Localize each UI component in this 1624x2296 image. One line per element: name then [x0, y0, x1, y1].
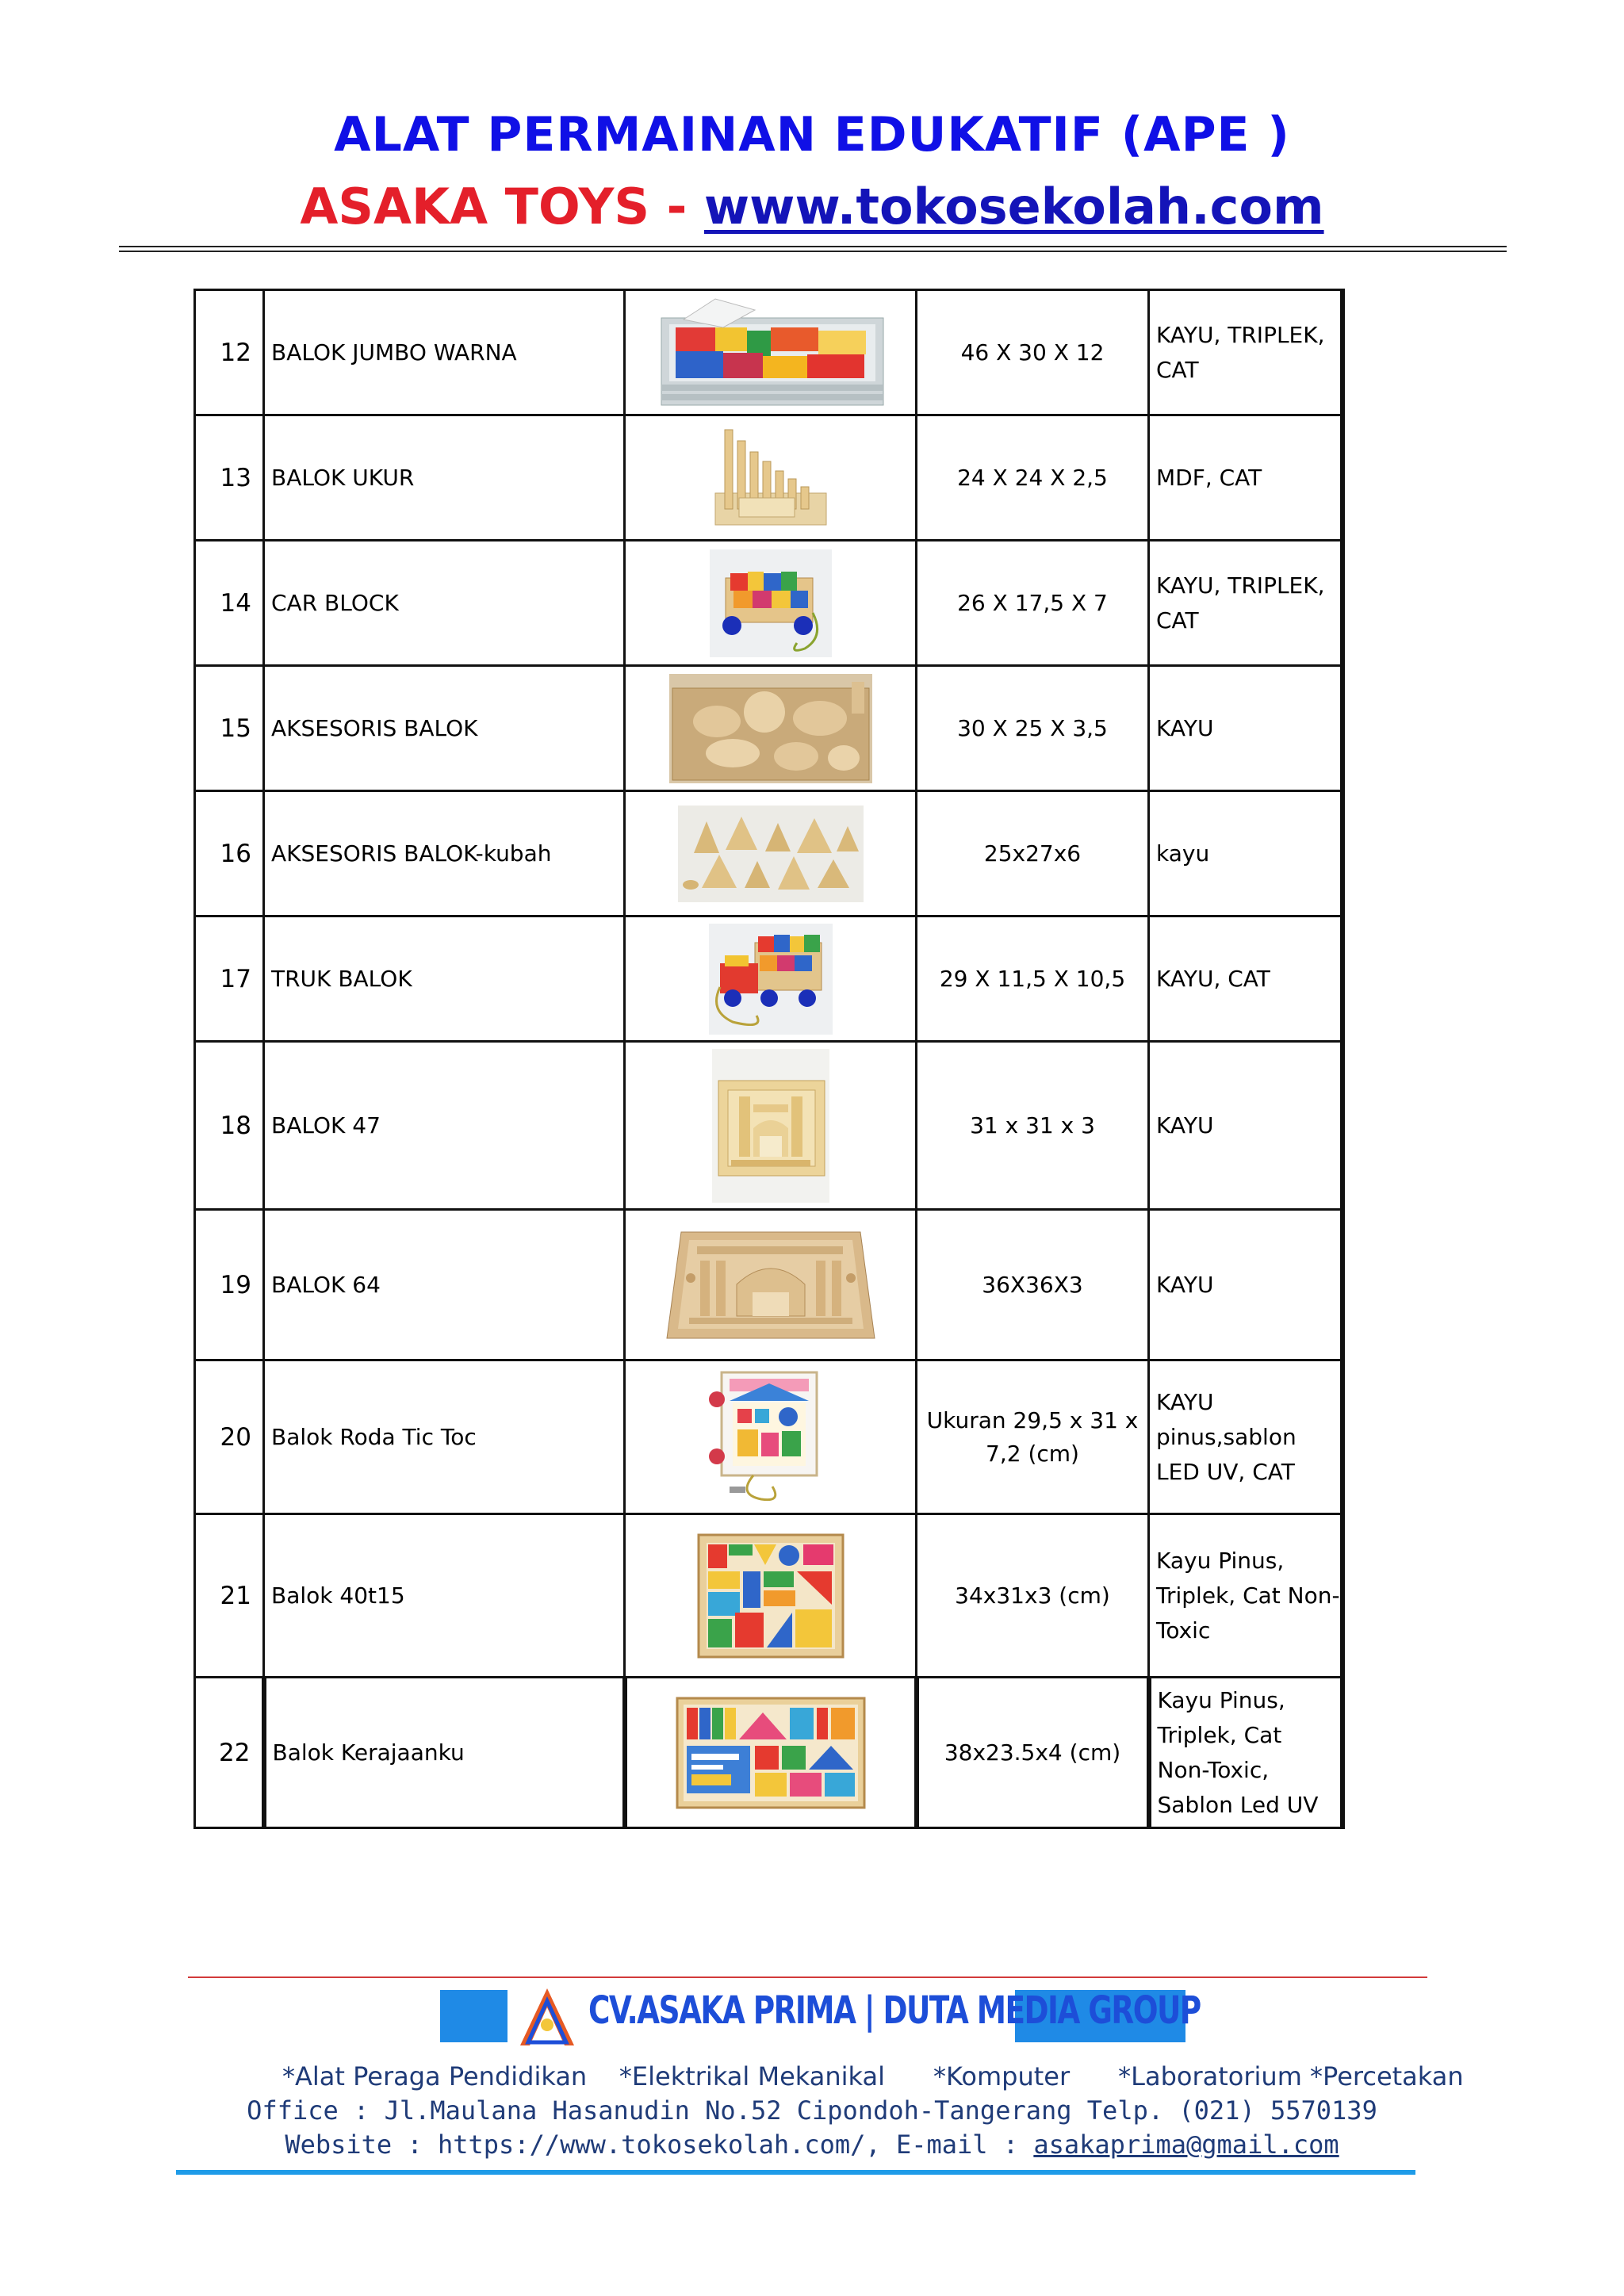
product-name: AKSESORIS BALOK-kubah	[264, 791, 625, 916]
page-title: ALAT PERMAINAN EDUKATIF (APE )	[334, 107, 1290, 163]
product-image	[625, 1210, 917, 1360]
product-material: Kayu Pinus, Triplek, Cat Non-Toxic	[1149, 1514, 1343, 1678]
balok-ukur-image	[707, 425, 834, 531]
product-size: Ukuran 29,5 x 31 x 7,2 (cm)	[917, 1360, 1149, 1514]
product-size: 30 X 25 X 3,5	[917, 666, 1149, 791]
balok-roda-tic-toc-image	[706, 1368, 836, 1507]
car-block-image	[710, 549, 832, 657]
row-number: 19	[195, 1210, 264, 1360]
row-number: 18	[195, 1042, 264, 1210]
company-name: CV.ASAKA PRIMA | DUTA MEDIA GROUP	[588, 1988, 1201, 2033]
table-row	[195, 541, 1343, 666]
row-number: 14	[195, 541, 264, 666]
product-size: 34x31x3 (cm)	[917, 1514, 1149, 1678]
table-row	[195, 1042, 1343, 1210]
table-row	[195, 1360, 1343, 1514]
product-size: 36X36X3	[917, 1210, 1149, 1360]
product-material: KAYU	[1149, 1210, 1343, 1360]
table-row	[195, 415, 1343, 541]
product-material: KAYU	[1149, 666, 1343, 791]
product-material: Kayu Pinus, Triplek, Cat Non-Toxic, Sablon Led UV	[1149, 1678, 1343, 1828]
product-name: AKSESORIS BALOK	[264, 666, 625, 791]
office-address: Office : Jl.Maulana Hasanudin No.52 Cipondoh-Tangerang Telp. (021) 5570139	[247, 2095, 1377, 2126]
product-name: Balok 40t15	[264, 1514, 625, 1678]
table-row	[195, 290, 1343, 415]
aksesoris-balok-image	[669, 674, 872, 783]
product-material: MDF, CAT	[1149, 415, 1343, 541]
table-row	[195, 916, 1343, 1042]
page-header	[0, 103, 1624, 243]
product-image	[625, 666, 917, 791]
product-material: KAYU, TRIPLEK, CAT	[1149, 290, 1343, 415]
balok-kerajaanku-image	[676, 1697, 866, 1809]
services-line: *Alat Peraga Pendidikan *Elektrikal Mekanikal *Komputer *Laboratorium *Percetakan	[282, 2061, 1464, 2091]
product-image	[625, 791, 917, 916]
header-divider	[119, 246, 1507, 247]
row-number: 16	[195, 791, 264, 916]
product-image	[625, 1514, 917, 1678]
row-number: 12	[195, 290, 264, 415]
product-image	[625, 1042, 917, 1210]
product-size: 26 X 17,5 X 7	[917, 541, 1149, 666]
balok-47-image	[712, 1049, 829, 1203]
product-image	[625, 541, 917, 666]
product-table	[193, 289, 1345, 1829]
website-link[interactable]: www.tokosekolah.com	[703, 178, 1324, 235]
footer-divider-red	[188, 1976, 1427, 1978]
table-row	[195, 1678, 1343, 1828]
product-size: 24 X 24 X 2,5	[917, 415, 1149, 541]
balok-40t15-image	[697, 1533, 845, 1659]
balok-64-image	[665, 1229, 876, 1341]
row-number: 13	[195, 415, 264, 541]
row-number: 17	[195, 916, 264, 1042]
product-material: KAYU pinus,sablon LED UV, CAT	[1149, 1360, 1343, 1514]
product-name: BALOK 64	[264, 1210, 625, 1360]
product-material: KAYU	[1149, 1042, 1343, 1210]
product-name: Balok Roda Tic Toc	[264, 1360, 625, 1514]
asaka-logo-icon	[515, 1984, 579, 2055]
product-size: 25x27x6	[917, 791, 1149, 916]
table-row	[195, 666, 1343, 791]
product-name: BALOK JUMBO WARNA	[264, 290, 625, 415]
table-row	[195, 1210, 1343, 1360]
email-link[interactable]: asakaprima@gmail.com	[1033, 2130, 1339, 2160]
row-number: 20	[195, 1360, 264, 1514]
row-number: 22	[195, 1678, 264, 1828]
product-material: kayu	[1149, 791, 1343, 916]
row-number: 21	[195, 1514, 264, 1678]
product-name: TRUK BALOK	[264, 916, 625, 1042]
balok-jumbo-warna-image	[652, 296, 890, 410]
product-name: BALOK 47	[264, 1042, 625, 1210]
contact-line	[0, 2130, 1624, 2160]
footer-divider-blue	[176, 2170, 1415, 2175]
product-name: Balok Kerajaanku	[264, 1678, 625, 1828]
website-text: Website : https://www.tokosekolah.com/, E-mail :	[285, 2130, 1034, 2160]
product-name: BALOK UKUR	[264, 415, 625, 541]
product-material: KAYU, TRIPLEK, CAT	[1149, 541, 1343, 666]
product-material: KAYU, CAT	[1149, 916, 1343, 1042]
product-image	[625, 415, 917, 541]
product-size: 31 x 31 x 3	[917, 1042, 1149, 1210]
product-image	[625, 916, 917, 1042]
row-number: 15	[195, 666, 264, 791]
truk-balok-image	[709, 924, 833, 1035]
brand-name: ASAKA TOYS -	[300, 178, 704, 235]
product-size: 38x23.5x4 (cm)	[917, 1678, 1149, 1828]
product-size: 46 X 30 X 12	[917, 290, 1149, 415]
product-name: CAR BLOCK	[264, 541, 625, 666]
product-size: 29 X 11,5 X 10,5	[917, 916, 1149, 1042]
brand-line	[0, 171, 1624, 243]
aksesoris-balok-kubah-image	[678, 806, 864, 902]
table-row	[195, 1514, 1343, 1678]
product-image	[625, 1360, 917, 1514]
table-row	[195, 791, 1343, 916]
product-image	[625, 1678, 917, 1828]
header-divider-2	[119, 251, 1507, 252]
product-image	[625, 290, 917, 415]
